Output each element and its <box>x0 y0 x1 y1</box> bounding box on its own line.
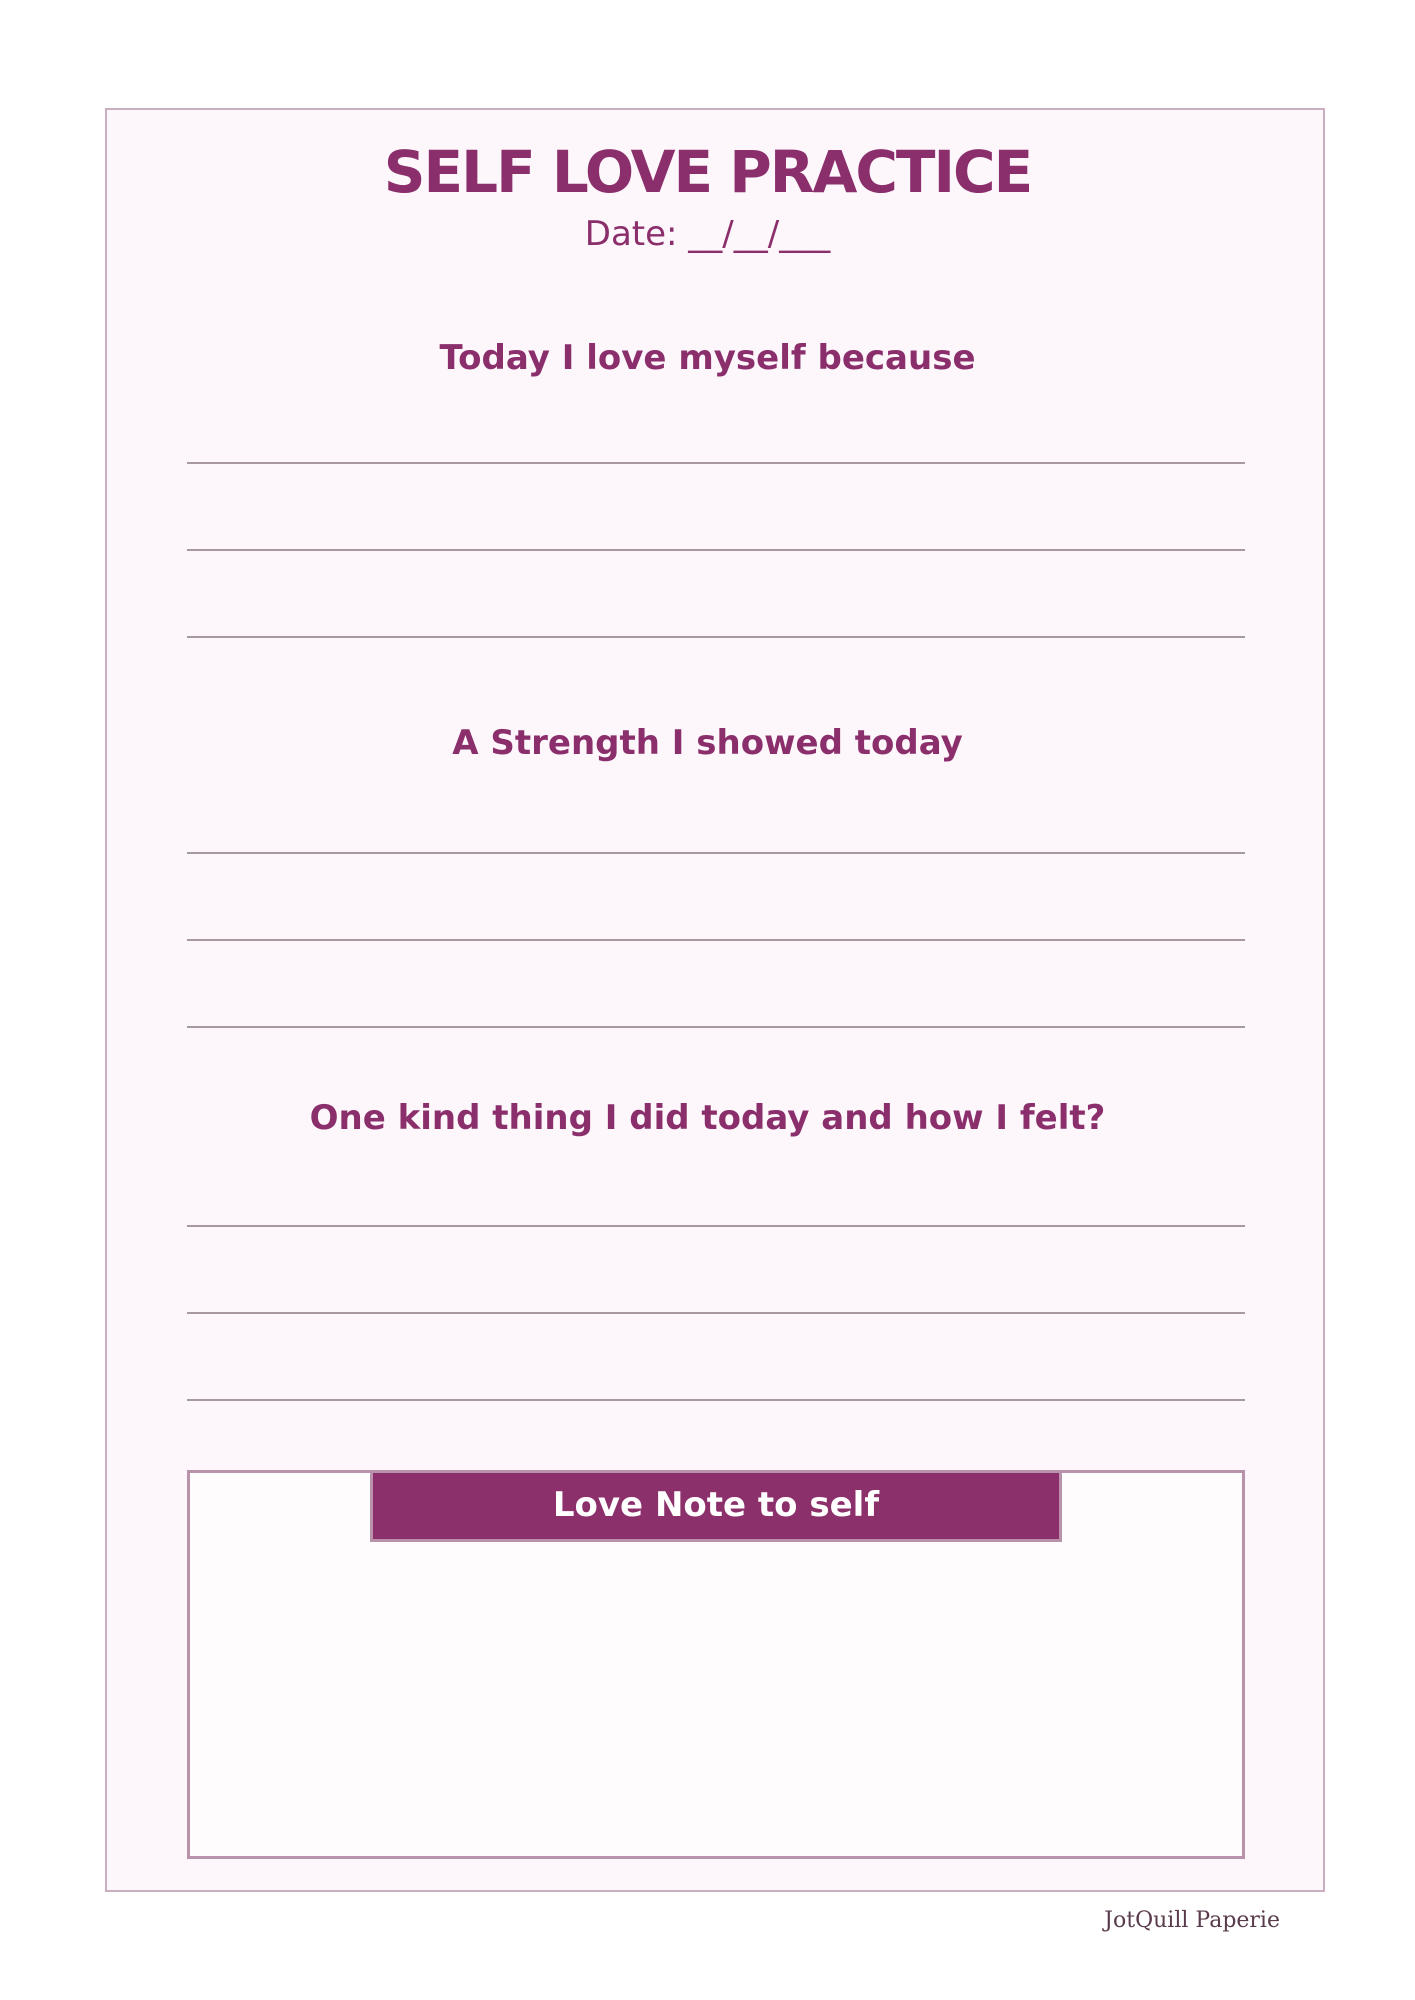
writing-line[interactable] <box>187 1225 1245 1227</box>
section-prompt-love-myself: Today I love myself because <box>439 338 976 378</box>
writing-line[interactable] <box>187 852 1245 854</box>
love-note-banner: Love Note to self <box>370 1470 1062 1542</box>
writing-line[interactable] <box>187 1026 1245 1028</box>
section-prompt-kind-thing: One kind thing I did today and how I felt? <box>309 1098 1106 1138</box>
writing-line[interactable] <box>187 1312 1245 1314</box>
writing-line[interactable] <box>187 636 1245 638</box>
section-prompt-strength: A Strength I showed today <box>452 723 963 763</box>
date-label: Date: __/__/___ <box>584 214 831 254</box>
writing-line[interactable] <box>187 462 1245 464</box>
page-title: SELF LOVE PRACTICE <box>383 138 1032 206</box>
brand-signature: JotQuill Paperie <box>1104 1908 1280 1933</box>
writing-line[interactable] <box>187 1399 1245 1401</box>
writing-line[interactable] <box>187 939 1245 941</box>
writing-line[interactable] <box>187 549 1245 551</box>
